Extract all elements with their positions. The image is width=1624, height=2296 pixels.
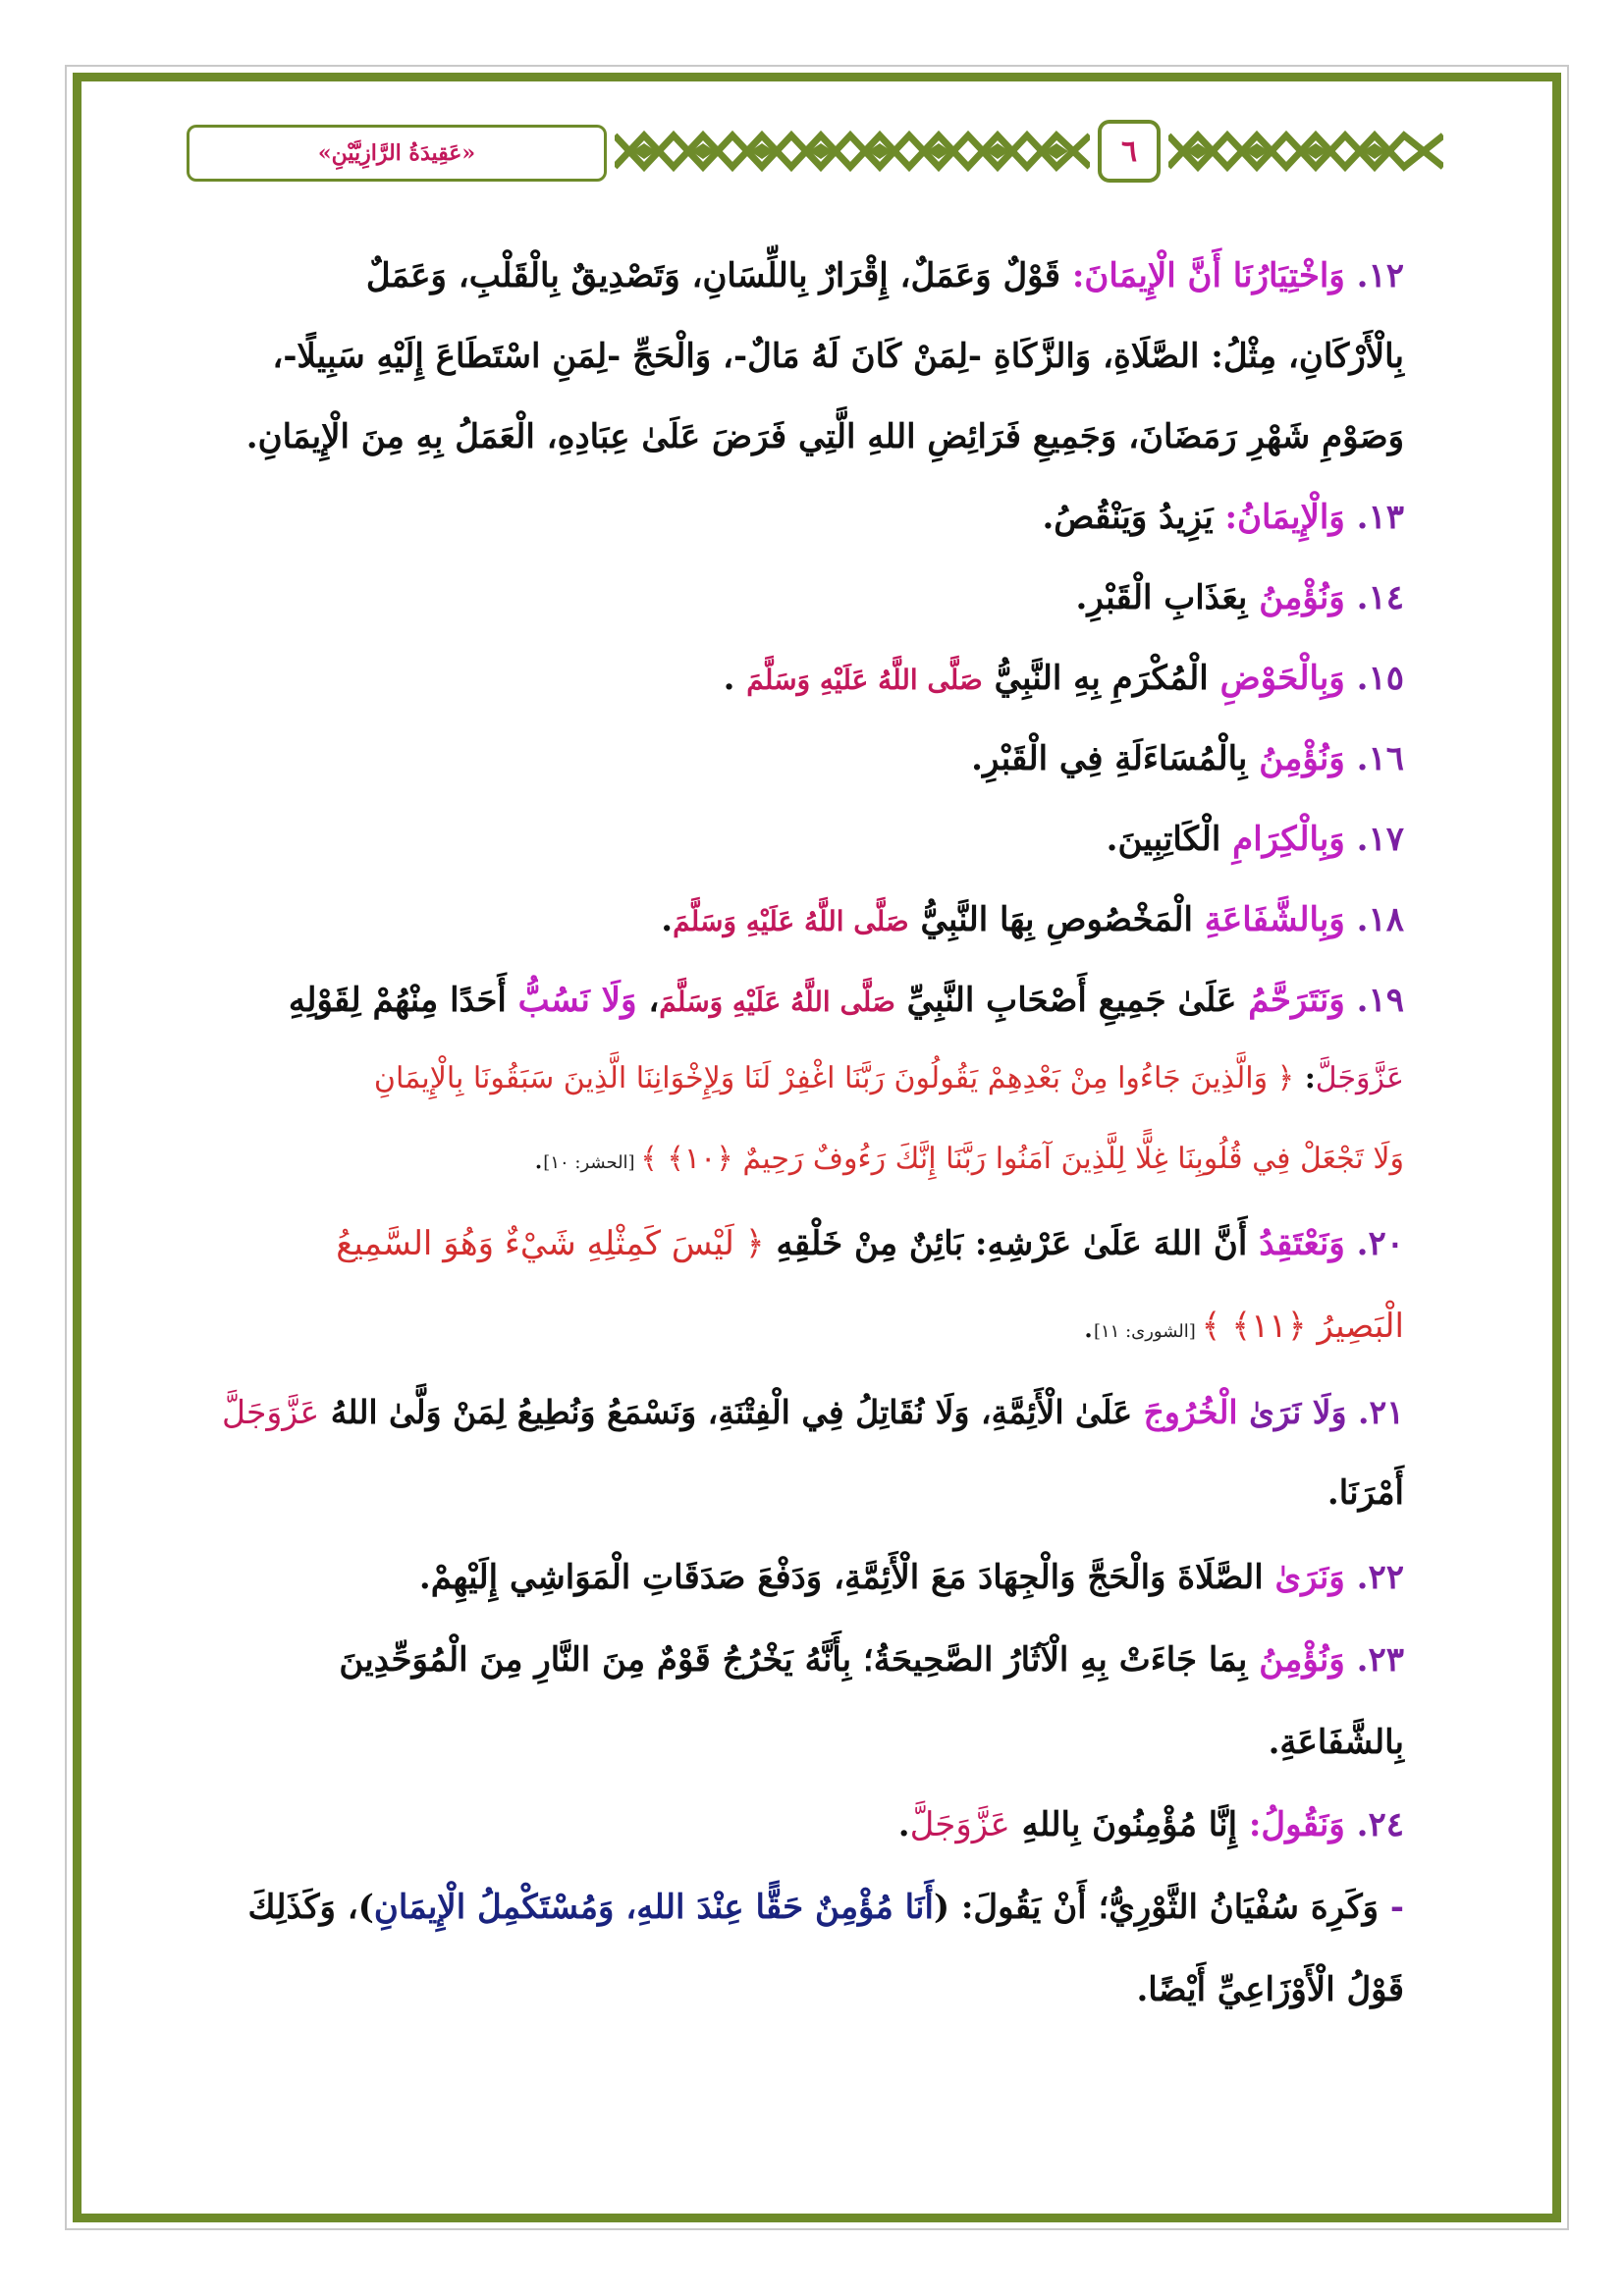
item-keyword: وَبِالشَّفَاعَةِ [1204,900,1345,939]
item-number: ١٥. [1344,659,1404,698]
item-text: الْمَخْصُوصِ بِهَا النَّبِيُّ [908,900,1205,939]
item-13 [196,498,1404,537]
item-text: بِعَذَابِ الْقَبْرِ. [1075,578,1260,617]
page-number: ٦ [1120,133,1138,169]
pbuh-honorific: صَلَّى اللَّهُ عَلَيْهِ وَسَلَّمَ [673,905,909,937]
thawri-line-2: قَوْلُ الْأَوْزَاعِيِّ أَيْضًا. [1136,1970,1404,2009]
item-text: أَنَّ اللهَ عَلَىٰ عَرْشِهِ: بَائِنٌ مِنْ خَلْقِهِ [764,1224,1260,1263]
item-end: . [723,659,747,698]
item-text: وَكَرِهَ سُفْيَانُ الثَّوْرِيُّ؛ أَنْ يَقُولَ: ( [933,1888,1380,1927]
item-end: . [661,900,674,939]
item-number: ٢٣. [1344,1640,1404,1680]
item-number: ٢١. [1346,1393,1404,1431]
item-number: ١٧. [1344,820,1404,859]
item-text: ، [636,981,660,1020]
braid-ornament-left [615,124,1090,179]
item-19-line-1 [196,981,1404,1020]
item-text: عَلَىٰ الْأَئِمَّةِ، وَلَا نُقَاتِلُ فِي الْفِتْنَةِ، وَنَسْمَعُ وَنُطِيعُ لِمَنْ وَلَّىٰ اللهُ [319,1393,1144,1431]
item-19-line-2 [196,1061,1404,1095]
azza-honorific: عَزَّوَجَلَّ [221,1393,320,1431]
item-keyword: وَنُؤْمِنُ [1259,1640,1345,1680]
quran-verse: ﴿ وَالَّذِينَ جَاءُوا مِنْ بَعْدِهِمْ يَقُولُونَ رَبَّنَا اغْفِرْ لَنَا وَلِإِخْوَانِنَا الَّذِينَ سَبَقُونَا بِالْإِيمَانِ [373,1061,1295,1095]
item-text: الْمُكْرَمِ بِهِ النَّبِيُّ [982,659,1220,698]
item-16 [196,739,1404,778]
item-keyword: وَنَتَرَحَّمُ [1248,981,1345,1020]
item-12-line-2: بِالْأَرْكَانِ، مِثْلُ: الصَّلَاةِ، وَالزَّكَاةِ -لِمَنْ كَانَ لَهُ مَالٌ-، وَالْحَجِّ -لِمَنِ اسْتَطَاعَ إِلَيْهِ سَبِيلًا-، [272,337,1404,376]
item-end: . [897,1805,910,1844]
item-text: الْكَاتِبِينَ. [1106,820,1233,859]
item-number: ٢٤. [1344,1805,1404,1844]
pbuh-honorific: صَلَّى اللَّهُ عَلَيْهِ وَسَلَّمَ [746,664,983,696]
azza-honorific: عَزَّوَجَلَّ [1315,1061,1404,1095]
item-number: ١٣. [1344,498,1404,537]
item-keyword: وَنَرَىٰ [1274,1558,1345,1597]
item-14 [196,578,1404,617]
item-keyword: الْخُرُوجَ [1143,1393,1250,1431]
item-keyword: وَنَعْتَقِدُ [1259,1224,1345,1263]
item-23-line-2: بِالشَّفَاعَةِ. [1268,1723,1404,1762]
verse-reference: [الشورى: ١١] [1093,1321,1202,1342]
item-20-line-2 [196,1307,1404,1346]
item-keyword: وَاخْتِيَارُنَا أَنَّ الْإِيمَانَ: [1071,256,1345,295]
item-text: بِمَا جَاءَتْ بِهِ الْآثَارُ الصَّحِيحَةُ؛ بِأَنَّهُ يَخْرُجُ قَوْمٌ مِنَ النَّارِ مِنَ الْمُوَحِّدِينَ [339,1640,1260,1680]
item-text: بِالْمُسَاءَلَةِ فِي الْقَبْرِ. [971,739,1260,778]
page-header [187,120,1443,185]
item-keyword: وَبِالْكِرَامِ [1232,820,1345,859]
item-keyword: وَالْإِيمَانُ: [1224,498,1345,537]
braid-ornament-right [1168,124,1443,179]
item-text: الصَّلَاةَ وَالْحَجَّ وَالْجِهَادَ مَعَ الْأَئِمَّةِ، وَدَفْعَ صَدَقَاتِ الْمَوَاشِي إِلَيْهِمْ. [418,1558,1275,1597]
item-22 [196,1558,1404,1597]
item-text: إِنَّا مُؤْمِنُونَ بِاللهِ [1009,1805,1249,1844]
item-number: ١٤. [1344,578,1404,617]
book-title: «عَقِيدَةُ الرَّازِيَّيْنِ» [317,140,476,166]
item-15 [196,659,1404,698]
item-keyword: وَنُؤْمِنُ [1259,578,1345,617]
thawri-line-1 [196,1888,1404,1927]
item-keyword: وَنَقُولُ: [1248,1805,1345,1844]
item-text: )، وَكَذَلِكَ [247,1888,374,1927]
item-20-line-1 [196,1224,1404,1263]
item-21-line-1 [196,1393,1404,1431]
item-keyword: وَلَا نَسُبُّ [517,981,637,1020]
item-number: ٢٠. [1344,1224,1404,1263]
item-end: . [1083,1307,1094,1346]
item-text: أَحَدًا مِنْهُمْ لِقَوْلِهِ [288,981,518,1020]
quoted-text: أَنَا مُؤْمِنٌ حَقًّا عِنْدَ اللهِ، وَمُسْتَكْمِلُ الْإِيمَانِ [373,1888,934,1927]
page-number-box [1098,120,1161,183]
item-keyword: وَنُؤْمِنُ [1259,739,1345,778]
item-text: قَوْلٌ وَعَمَلٌ، إِقْرَارٌ بِاللِّسَانِ، وَتَصْدِيقٌ بِالْقَلْبِ، وَعَمَلٌ [365,256,1072,295]
pbuh-honorific: صَلَّى اللَّهُ عَلَيْهِ وَسَلَّمَ [659,986,895,1018]
item-text: يَزِيدُ وَيَنْقُصُ. [1042,498,1225,537]
item-17 [196,820,1404,859]
azza-honorific: عَزَّوَجَلَّ [909,1805,1010,1844]
item-18 [196,900,1404,939]
item-12-line-3: وَصَوْمِ شَهْرِ رَمَضَانَ، وَجَمِيعِ فَرَائِضِ اللهِ الَّتِي فَرَضَ عَلَىٰ عِبَادِهِ، الْعَمَلُ بِهِ مِنَ الْإِيمَانِ. [245,417,1404,456]
item-number: ١٦. [1344,739,1404,778]
item-19-line-3 [196,1142,1404,1176]
item-number: ١٩. [1344,981,1404,1020]
item-keyword: وَبِالْحَوْضِ [1219,659,1345,698]
item-number: ٢٢. [1344,1558,1404,1597]
quran-verse: وَلَا تَجْعَلْ فِي قُلُوبِنَا غِلًّا لِلَّذِينَ آمَنُوا رَبَّنَا إِنَّكَ رَءُوفٌ رَحِيمٌ ﴿١٠﴾ ﴾ [640,1142,1404,1176]
item-text: عَلَىٰ جَمِيعِ أَصْحَابِ النَّبِيِّ [894,981,1249,1020]
item-21-line-2: أَمْرَنَا. [1326,1473,1404,1513]
item-23-line-1 [196,1640,1404,1680]
quran-verse: ﴿ لَيْسَ كَمِثْلِهِ شَيْءٌ وَهُوَ السَّمِيعُ [336,1224,765,1263]
item-keyword: وَلَا نَرَىٰ [1249,1393,1347,1431]
book-title-box [187,125,607,182]
item-24 [196,1805,1404,1844]
quran-verse: الْبَصِيرُ ﴿١١﴾ ﴾ [1201,1307,1404,1346]
item-12-line-1 [196,256,1404,295]
item-text: : [1294,1061,1316,1095]
verse-reference: [الحشر: ١٠] [543,1152,641,1173]
item-number: ١٨. [1344,900,1404,939]
dash-marker: - [1379,1888,1404,1927]
item-end: . [533,1142,544,1176]
item-number: ١٢. [1344,256,1404,295]
